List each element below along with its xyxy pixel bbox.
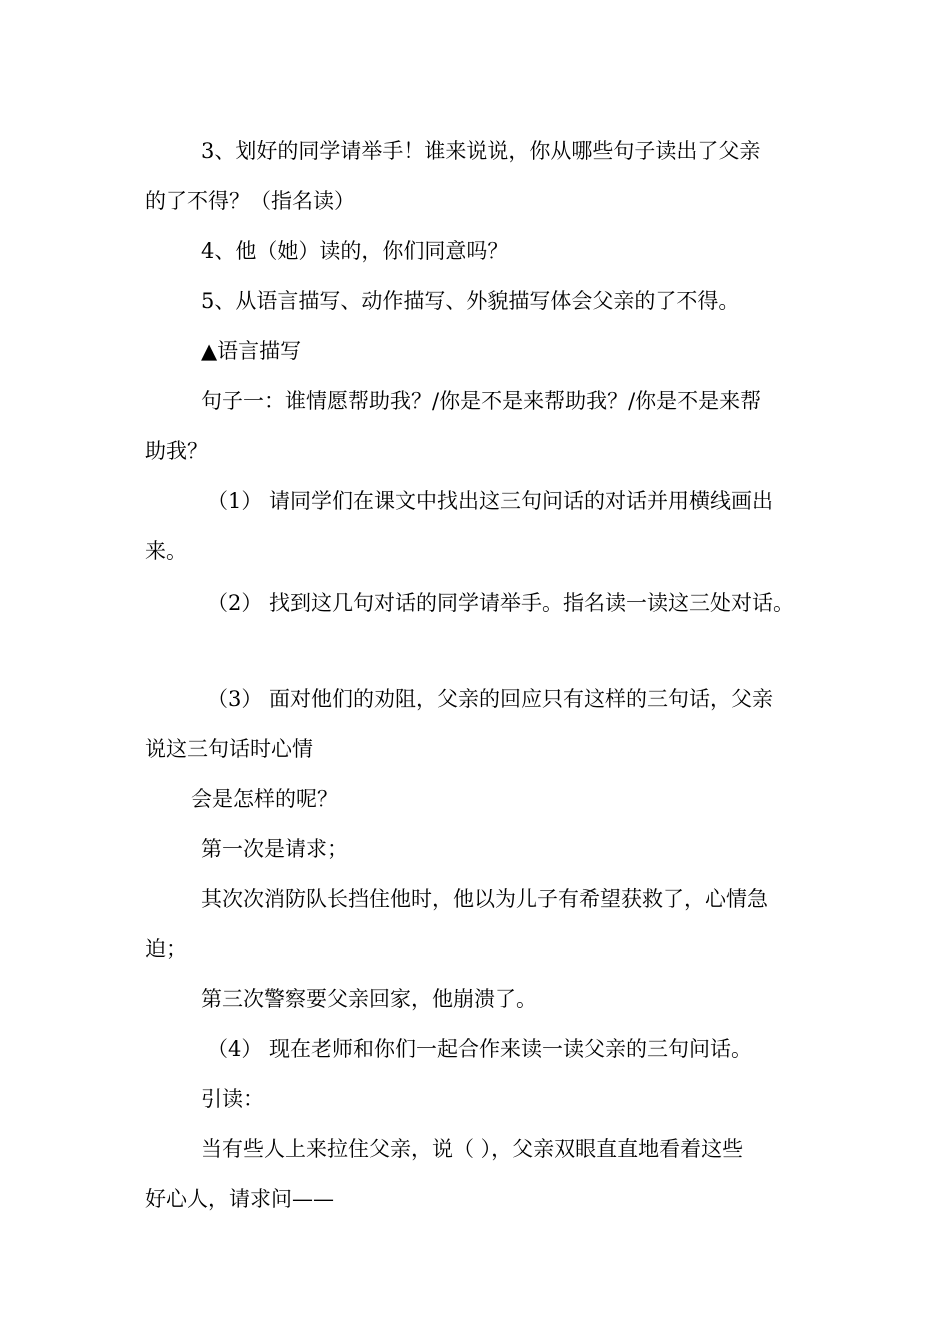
text-line: 5、从语言描写、动作描写、外貌描写体会父亲的了不得。: [201, 289, 740, 313]
text-line: 助我？: [145, 439, 208, 463]
text-line: （4） 现在老师和你们一起合作来读一读父亲的三句问话。: [207, 1037, 753, 1061]
text-line: 会是怎样的呢？: [191, 787, 338, 811]
text-line: 句子一：谁情愿帮助我？/你是不是来帮助我？/你是不是来帮: [201, 389, 762, 413]
text-line: 的了不得？（指名读）: [145, 189, 355, 213]
text-line: 其次次消防队长挡住他时，他以为儿子有希望获救了，心情急: [201, 887, 768, 911]
section-heading: ▲语言描写: [201, 339, 302, 363]
text-line: 好心人，请求问——: [145, 1187, 334, 1211]
text-line: 第三次警察要父亲回家，他崩溃了。: [201, 987, 537, 1011]
text-line: 第一次是请求；: [201, 837, 348, 861]
text-line: 4、他（她）读的，你们同意吗？: [201, 239, 509, 263]
text-line: 引读：: [201, 1087, 264, 1111]
text-line: 3、划好的同学请举手！谁来说说，你从哪些句子读出了父亲: [201, 139, 761, 163]
text-line: 来。: [145, 539, 187, 563]
text-line: 说这三句话时心情: [145, 737, 313, 761]
text-line: 迫；: [145, 937, 187, 961]
text-line: （2） 找到这几句对话的同学请举手。指名读一读这三处对话。: [207, 591, 795, 615]
text-line: （1） 请同学们在课文中找出这三句问话的对话并用横线画出: [207, 489, 774, 513]
text-line: （3） 面对他们的劝阻，父亲的回应只有这样的三句话，父亲: [207, 687, 774, 711]
text-line: 当有些人上来拉住父亲，说（ ），父亲双眼直直地看着这些: [201, 1137, 744, 1161]
